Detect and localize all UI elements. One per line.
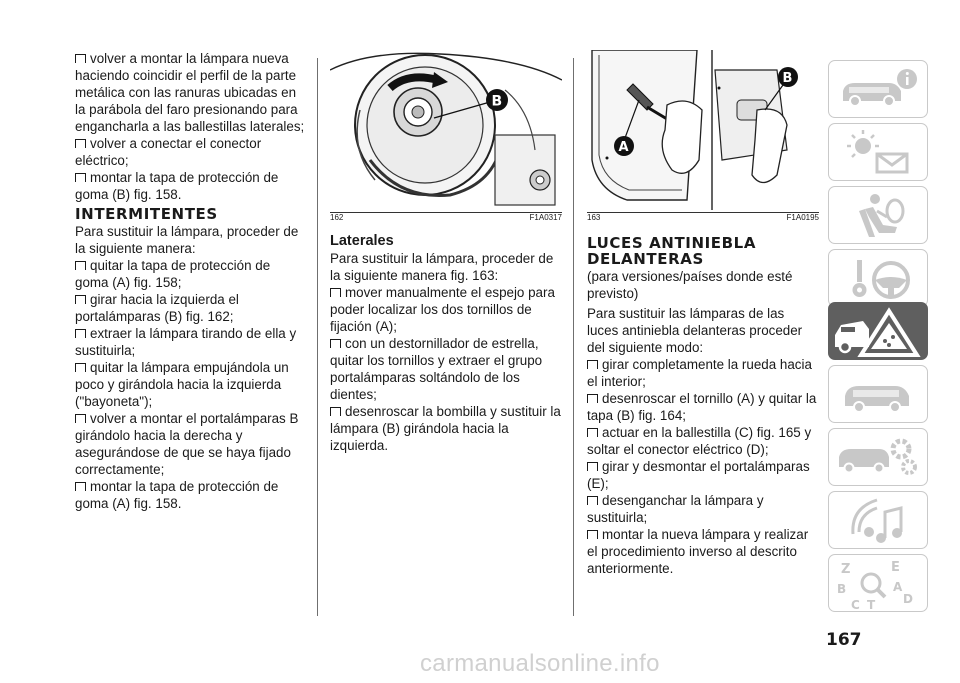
bullet-text: volver a conectar el conector eléctrico; [75,136,262,168]
car-info-icon [829,61,929,119]
section-heading-intermitentes: INTERMITENTES [75,205,218,223]
bullet-icon [330,339,341,348]
bullet-text: desenganchar la lámpara y sustituirla; [587,493,764,525]
laterales-intro: Para sustituir la lámpara, proceder de la siguiente manera fig. 163: [330,251,554,283]
heading-line-2: DELANTERAS [587,250,704,268]
bullet-icon [587,496,598,505]
tab-alphabetical-index[interactable] [828,554,928,612]
figure-162-caption [330,213,562,223]
bullet-item [587,458,819,492]
bullet-text: extraer la lámpara tirando de ella y sustituirla; [75,326,297,358]
tab-safety[interactable] [828,186,928,244]
heading-line-1: LUCES ANTINIEBLA [587,234,757,252]
index-letter: T [867,598,876,612]
tab-starting-driving[interactable] [828,249,928,307]
bullet-item [75,410,307,478]
index-letter: C [851,598,860,612]
column-right [587,50,819,577]
column-divider [317,58,318,616]
bullet-text: quitar la tapa de protección de goma (A) fig. 158; [75,258,271,290]
bullet-item [330,403,562,454]
section-heading-luces-antiniebla [587,235,819,267]
bullet-icon [75,173,86,182]
bullet-icon [587,462,598,471]
bullet-icon [75,139,86,148]
multimedia-icon [829,492,929,550]
index-letter: E [891,560,900,575]
bullet-icon [587,428,598,437]
tab-technical-data[interactable] [828,428,928,486]
bullet-icon [75,414,86,423]
lamp-refit-steps [75,50,307,203]
bullet-icon [75,363,86,372]
bullet-item [587,424,819,458]
tab-knowing-your-car[interactable] [828,60,928,118]
figure-162-headlamp [330,50,562,210]
bullet-item [587,492,819,526]
bullet-item [75,478,307,512]
bullet-text: girar y desmontar el portalámparas (E); [587,459,810,491]
bullet-item [330,284,562,335]
bullet-text: girar completamente la rueda hacia el interior; [587,357,812,389]
versions-note: (para versiones/países donde esté previsto) [587,269,793,301]
intermitentes-intro: Para sustituir la lámpara, proceder de la siguiente manera: [75,224,299,256]
callout-b: B [782,71,793,86]
figure-number: 163 [587,213,601,222]
bullet-text: desenroscar el tornillo (A) y quitar la tapa (B) fig. 164; [587,391,817,423]
antiniebla-intro: Para sustituir las lámparas de las luces antiniebla delanteras proceder del siguiente modo: [587,306,803,355]
bullet-icon [75,54,86,63]
car-specs-gears-icon [829,429,929,487]
bullet-icon [75,295,86,304]
bullet-item [75,50,307,135]
index-letter: D [903,592,913,606]
bullet-item [75,169,307,203]
bullet-text: con un destornillador de estrella, quitar los tornillos y extraer el grupo portalámparas soltándolo de los dientes; [330,336,543,402]
tab-emergency[interactable] [828,302,928,360]
column-middle [330,50,562,454]
bullet-text: volver a montar la lámpara nueva haciendo coincidir el perfil de la parte metálica con las ranuras ubicadas en la parábola del faro presionando para engancharla a las ballestillas laterales; [75,51,305,134]
tab-lights-warnings[interactable] [828,123,928,181]
tab-maintenance[interactable] [828,365,928,423]
bullet-item [75,291,307,325]
subheading-laterales: Laterales [330,233,394,249]
steering-wheel-key-icon [829,250,929,308]
column-divider [573,58,574,616]
figure-code: F1A0317 [529,213,562,222]
figure-163-side-lamp [587,50,819,210]
bullet-text: volver a montar el portalámparas B girándolo hacia la derecha y asegurándose de que se haya fijado correctamente; [75,411,299,477]
index-letter: A [893,580,903,594]
headlamp-bulb-holder-illustration [330,50,562,210]
figure-163-caption [587,213,819,223]
bullet-icon [75,329,86,338]
figure-number: 162 [330,213,344,222]
bullet-icon [75,261,86,270]
bullet-item [330,335,562,403]
bullet-icon [75,482,86,491]
bullet-icon [587,394,598,403]
bullet-item [587,390,819,424]
watermark: carmanualsonline.info [420,650,660,677]
bullet-item [75,359,307,410]
bullet-icon [330,407,341,416]
bullet-text: desenroscar la bombilla y sustituir la lámpara (B) girándola hacia la izquierda. [330,404,561,453]
bullet-item [75,135,307,169]
bullet-text: montar la tapa de protección de goma (A) fig. 158. [75,479,279,511]
bullet-text: actuar en la ballestilla (C) fig. 165 y soltar el conector eléctrico (D); [587,425,812,457]
index-letter: B [837,582,847,596]
side-repeater-illustration [587,50,819,210]
bullet-text: mover manualmente el espejo para poder localizar los dos tornillos de fijación (A); [330,285,555,334]
airbag-seat-icon [829,187,929,245]
bullet-text: montar la tapa de protección de goma (B) fig. 158. [75,170,279,202]
bullet-item [587,356,819,390]
bullet-icon [587,530,598,539]
bullet-text: quitar la lámpara empujándola un poco y girándola hacia la izquierda ("bayoneta"); [75,360,289,409]
bullet-item [75,257,307,291]
alphabetical-index-icon [829,555,929,613]
lights-message-icon [829,124,929,182]
column-left [75,50,307,512]
bullet-icon [587,360,598,369]
callout-a: A [618,140,629,155]
laterales-steps [330,284,562,454]
tab-multimedia[interactable] [828,491,928,549]
bullet-icon [330,288,341,297]
bullet-item [75,325,307,359]
index-letter: Z [841,562,851,577]
car-breakdown-warning-icon [829,303,929,361]
figure-code: F1A0195 [786,213,819,222]
antiniebla-steps [587,356,819,577]
intermitentes-steps [75,257,307,512]
bullet-item [587,526,819,577]
bullet-text: girar hacia la izquierda el portalámparas (B) fig. 162; [75,292,239,324]
page-number: 167 [826,630,862,650]
bullet-text: montar la nueva lámpara y realizar el procedimiento inverso al descrito anteriormente. [587,527,809,576]
callout-b: B [491,93,503,110]
car-maintenance-icon [829,366,929,424]
